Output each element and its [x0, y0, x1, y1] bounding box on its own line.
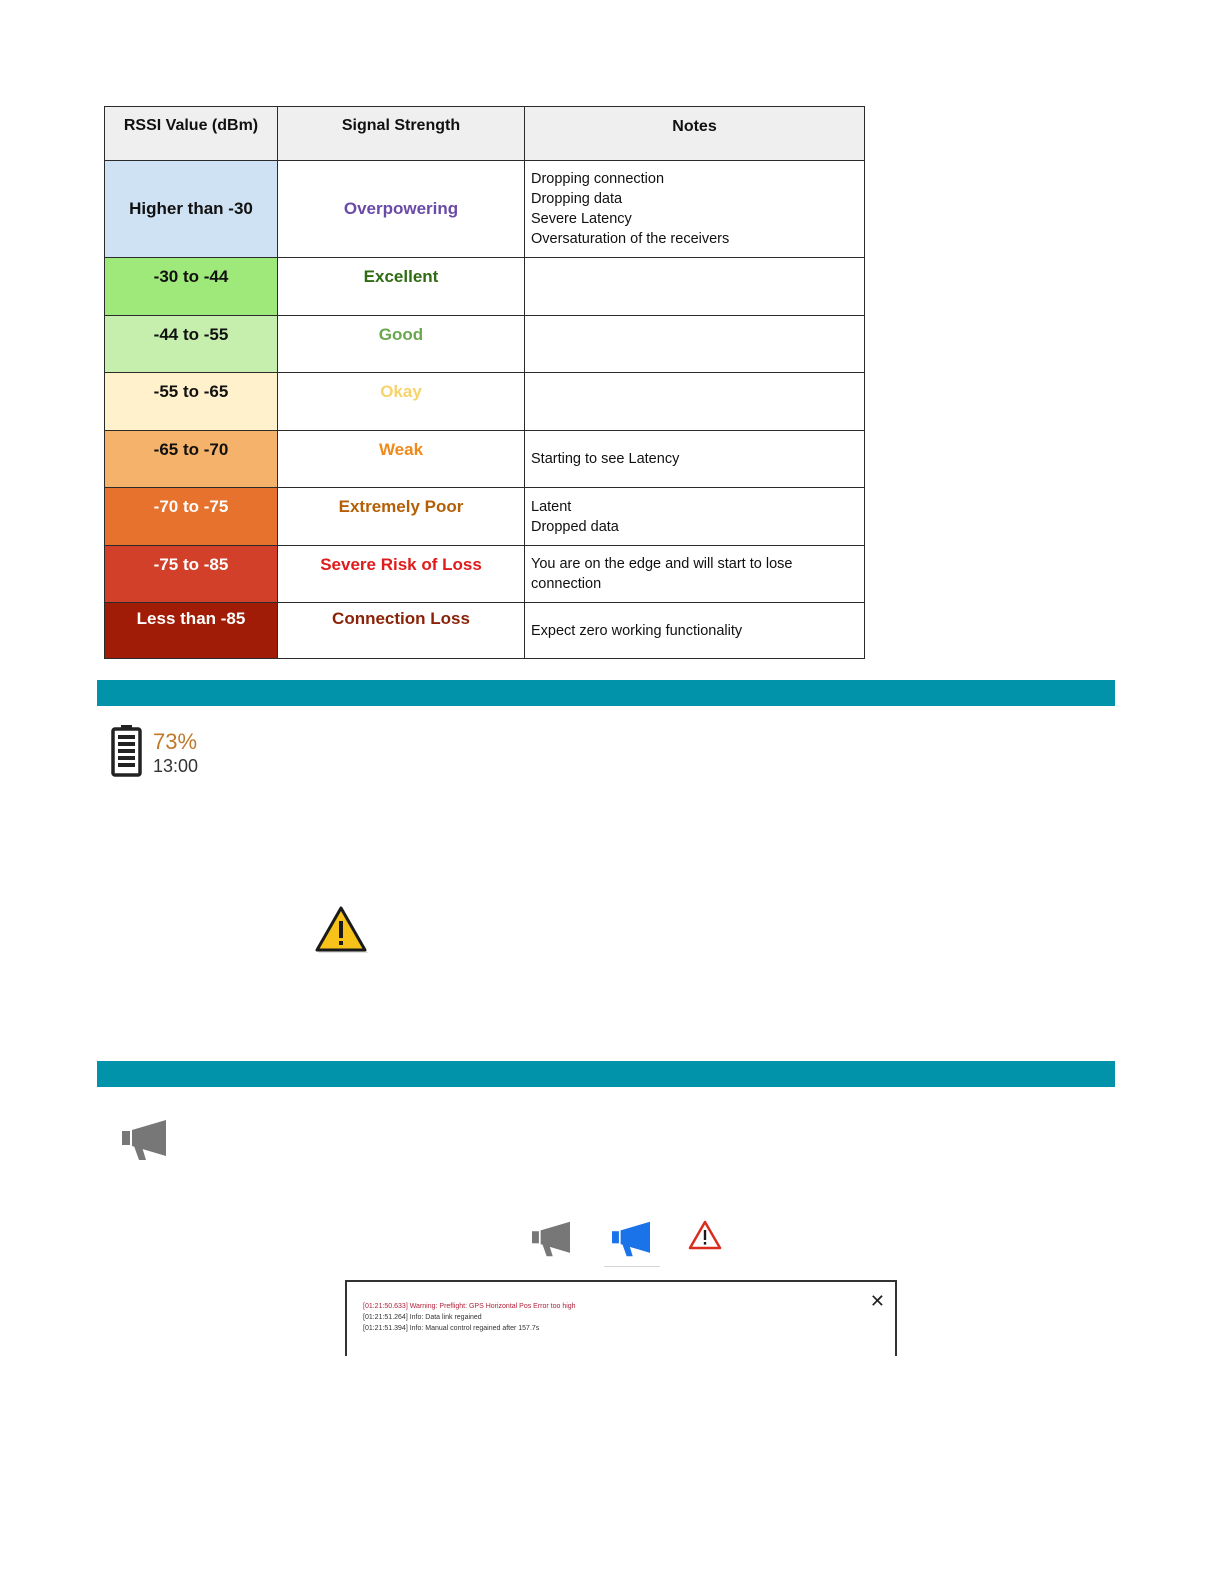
message-log-panel — [345, 1280, 897, 1356]
header-notes: Notes — [525, 107, 865, 161]
header-rssi: RSSI Value (dBm) — [105, 107, 278, 161]
rssi-cell: Less than -85 — [105, 603, 278, 659]
note-line: Latent — [531, 498, 572, 515]
log-line: [01:21:51.264] Info: Data link regained — [363, 1314, 482, 1321]
section-divider — [97, 680, 1115, 706]
megaphone-grey-icon[interactable] — [530, 1220, 572, 1263]
section-divider — [97, 1061, 1115, 1087]
battery-time-remaining: 13:00 — [153, 756, 199, 776]
signal-cell: Good — [278, 316, 525, 373]
note-line: Dropped data — [531, 518, 619, 535]
note-line: Severe Latency — [531, 211, 632, 227]
notes-cell — [525, 316, 865, 373]
log-line: [01:21:51.394] Info: Manual control regained after 157.7s — [363, 1325, 540, 1332]
table-row — [105, 316, 865, 373]
rssi-cell: -55 to -65 — [105, 373, 278, 431]
note-line: Expect zero working functionality — [531, 622, 743, 639]
notes-cell — [525, 546, 865, 603]
close-icon[interactable]: ✕ — [869, 1291, 885, 1311]
battery-icon — [110, 724, 144, 783]
table-row — [105, 161, 865, 258]
notes-cell — [525, 603, 865, 659]
signal-cell: Extremely Poor — [278, 488, 525, 546]
note-line: Dropping data — [531, 191, 623, 207]
rssi-cell: -70 to -75 — [105, 488, 278, 546]
warning-triangle-icon — [314, 906, 370, 961]
notes-cell — [525, 161, 865, 258]
notification-tab-bar — [530, 1220, 730, 1270]
warning-outline-icon[interactable] — [688, 1220, 722, 1255]
signal-cell: Weak — [278, 431, 525, 488]
rssi-table — [104, 106, 865, 659]
signal-cell: Overpowering — [278, 161, 525, 258]
note-line: You are on the edge and will start to lose connection — [531, 556, 793, 592]
megaphone-blue-icon[interactable] — [610, 1220, 652, 1263]
table-header-row — [105, 107, 865, 161]
signal-cell: Connection Loss — [278, 603, 525, 659]
rssi-cell: -75 to -85 — [105, 546, 278, 603]
log-line: [01:21:50.633] Warning: Preflight: GPS Horizontal Pos Error too high — [363, 1303, 576, 1310]
notes-cell — [525, 431, 865, 488]
signal-cell: Okay — [278, 373, 525, 431]
table-row — [105, 546, 865, 603]
note-line: Starting to see Latency — [531, 451, 680, 467]
table-row — [105, 373, 865, 431]
megaphone-icon[interactable] — [120, 1118, 168, 1167]
signal-cell: Excellent — [278, 258, 525, 316]
notes-cell — [525, 373, 865, 431]
note-line: Oversaturation of the receivers — [531, 231, 730, 247]
table-row — [105, 431, 865, 488]
notes-cell — [525, 488, 865, 546]
header-signal-strength: Signal Strength — [278, 107, 525, 161]
table-row — [105, 603, 865, 659]
table-row — [105, 258, 865, 316]
rssi-cell: -30 to -44 — [105, 258, 278, 316]
note-line: Dropping connection — [531, 171, 665, 187]
notes-cell — [525, 258, 865, 316]
log-lines — [363, 1301, 576, 1334]
signal-cell: Severe Risk of Loss — [278, 546, 525, 603]
active-tab-underline — [604, 1266, 660, 1267]
battery-percent: 73% — [153, 729, 198, 754]
rssi-cell: -65 to -70 — [105, 431, 278, 488]
rssi-cell: -44 to -55 — [105, 316, 278, 373]
rssi-cell: Higher than -30 — [105, 161, 278, 258]
table-row — [105, 488, 865, 546]
